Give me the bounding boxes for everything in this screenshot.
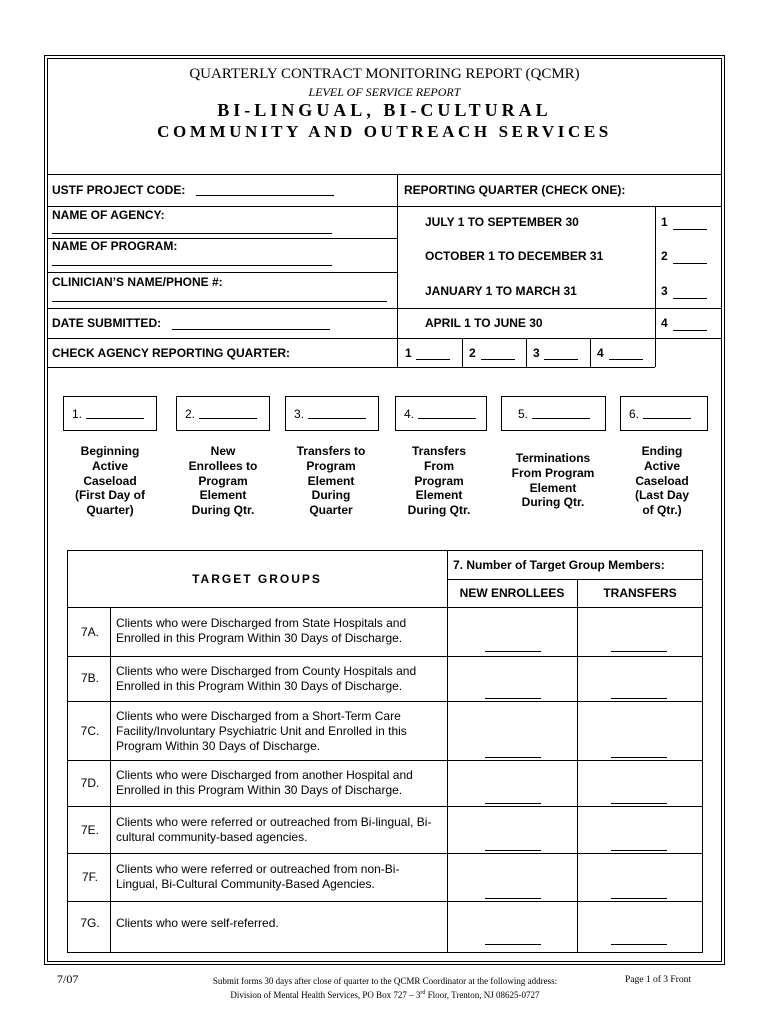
desc-line: Quarter) — [86, 503, 134, 518]
row-description: Clients who were Discharged from another Hospital and Enrolled in this Program Within 30 Days of Discharge. — [116, 768, 413, 797]
desc-line: Ending — [641, 444, 683, 458]
new-enrollees-field[interactable] — [485, 932, 541, 945]
divider — [67, 901, 703, 902]
target-group-members-header: 7. Number of Target Group Members: — [453, 558, 665, 572]
quarter-option-label: JULY 1 TO SEPTEMBER 30 — [425, 215, 579, 229]
report-title: QUARTERLY CONTRACT MONITORING REPORT (QCMR) — [189, 66, 580, 82]
quarter-option-label: OCTOBER 1 TO DECEMBER 31 — [425, 249, 604, 263]
new-enrollees-field[interactable] — [485, 838, 541, 851]
divider — [655, 206, 656, 367]
report-subtitle: LEVEL OF SERVICE REPORT — [308, 85, 461, 99]
element-number: 3. — [294, 406, 305, 421]
desc-line: Transfers — [411, 444, 467, 458]
agency-quarter-num: 1 — [405, 346, 412, 360]
desc-line: Active — [643, 458, 681, 473]
new-enrollees-field[interactable] — [485, 745, 541, 758]
divider — [67, 656, 703, 657]
desc-line: Program — [306, 458, 356, 473]
program-heading-1: BI-LINGUAL, BI-CULTURAL — [217, 100, 552, 120]
row-id: 7B. — [80, 671, 99, 685]
divider — [47, 206, 722, 207]
desc-line: (Last Day — [634, 488, 690, 503]
date-submitted-field[interactable] — [172, 316, 330, 330]
new-enrollees-field[interactable] — [485, 639, 541, 652]
desc-line: Active — [91, 458, 129, 473]
element-5-description — [503, 451, 603, 510]
element-box-3[interactable] — [285, 396, 379, 431]
divider — [67, 853, 703, 854]
element-entry-line — [86, 408, 144, 419]
desc-line: Caseload — [635, 473, 689, 488]
program-name-field[interactable] — [52, 254, 332, 266]
quarter-option-label: APRIL 1 TO JUNE 30 — [425, 316, 543, 330]
desc-line: Program — [414, 473, 464, 488]
desc-line: Element — [199, 488, 247, 503]
clinician-label: CLINICIAN’S NAME/PHONE #: — [52, 275, 223, 289]
quarter-3-checkbox[interactable] — [673, 285, 707, 299]
element-number: 2. — [185, 406, 196, 421]
form-version: 7/07 — [57, 972, 79, 986]
address-part-2: Floor, Trenton, NJ 08625-0727 — [425, 990, 540, 1000]
agency-name-field[interactable] — [52, 222, 332, 234]
element-entry-line — [199, 408, 257, 419]
target-groups-header: TARGET GROUPS — [192, 572, 322, 586]
divider — [47, 174, 722, 175]
divider — [47, 308, 722, 309]
divider — [67, 806, 703, 807]
transfers-field[interactable] — [611, 932, 667, 945]
agency-quarter-num: 4 — [597, 346, 604, 360]
desc-line: Transfers to — [296, 444, 366, 458]
desc-line: During Qtr. — [407, 503, 471, 518]
desc-line: Quarter — [309, 503, 353, 518]
transfers-header: TRANSFERS — [603, 586, 677, 600]
element-number: 1. — [72, 406, 83, 421]
element-number: 5. — [518, 406, 529, 421]
element-entry-line — [532, 408, 590, 419]
row-description: Clients who were Discharged from County Hospitals and Enrolled in this Program Within 30 Days of Discharge. — [116, 664, 417, 693]
row-id: 7D. — [80, 776, 100, 790]
divider — [577, 579, 578, 953]
desc-line: Element — [307, 473, 355, 488]
divider — [47, 367, 655, 368]
quarter-2-checkbox[interactable] — [673, 250, 707, 264]
divider — [67, 607, 703, 608]
project-code-label: USTF PROJECT CODE: — [52, 183, 186, 197]
element-box-6[interactable] — [620, 396, 708, 431]
desc-line: Enrollees to — [188, 458, 258, 473]
element-1-description — [60, 444, 160, 518]
quarter-option-label: JANUARY 1 TO MARCH 31 — [425, 284, 577, 298]
divider — [447, 550, 448, 953]
divider — [397, 174, 398, 367]
address-part-1: Division of Mental Health Services, PO Box 727 – 3 — [230, 990, 421, 1000]
divider — [67, 701, 703, 702]
submission-note-line1: Submit forms 30 days after close of quarter to the QCMR Coordinator at the following address: — [212, 976, 558, 986]
row-id: 7A. — [80, 625, 99, 639]
desc-line: Element — [415, 488, 463, 503]
new-enrollees-header: NEW ENROLLEES — [459, 586, 565, 600]
clinician-field[interactable] — [52, 290, 387, 302]
agency-quarter-2-field[interactable] — [481, 347, 515, 360]
agency-quarter-4-field[interactable] — [609, 347, 643, 360]
desc-line: of Qtr.) — [642, 503, 682, 518]
element-3-description — [281, 444, 381, 518]
quarter-option-num: 3 — [661, 284, 668, 298]
quarter-4-checkbox[interactable] — [673, 317, 707, 331]
date-submitted-label: DATE SUBMITTED: — [52, 316, 162, 330]
desc-line: From — [424, 458, 454, 473]
page-number: Page 1 of 3 Front — [625, 975, 691, 985]
desc-line: From Program — [511, 465, 595, 480]
divider — [462, 338, 463, 367]
row-id: 7C. — [80, 724, 100, 738]
program-name-label: NAME OF PROGRAM: — [52, 239, 178, 253]
transfers-field[interactable] — [611, 686, 667, 699]
agency-quarter-1-field[interactable] — [416, 347, 450, 360]
row-description: Clients who were self-referred. — [116, 916, 279, 930]
submission-note-line2 — [150, 987, 620, 1001]
divider — [67, 760, 703, 761]
desc-line: Program — [198, 473, 248, 488]
divider — [47, 338, 722, 339]
divider — [447, 579, 703, 580]
agency-quarter-num: 2 — [469, 346, 476, 360]
desc-line: Element — [529, 480, 577, 495]
transfers-field[interactable] — [611, 745, 667, 758]
agency-quarter-3-field[interactable] — [544, 347, 578, 360]
desc-line: During Qtr. — [191, 503, 255, 518]
desc-line: During Qtr. — [521, 495, 585, 510]
program-heading-2: COMMUNITY AND OUTREACH SERVICES — [157, 122, 612, 141]
check-agency-quarter-label: CHECK AGENCY REPORTING QUARTER: — [52, 346, 291, 360]
desc-line: New — [210, 444, 236, 458]
row-id: 7F. — [81, 870, 98, 884]
reporting-quarter-header: REPORTING QUARTER (CHECK ONE): — [404, 183, 626, 197]
row-id: 7E. — [80, 823, 99, 837]
row-description: Clients who were referred or outreached from Bi-lingual, Bi-cultural community-based agencies. — [116, 815, 432, 844]
quarter-option-num: 4 — [661, 316, 668, 330]
quarter-1-checkbox[interactable] — [673, 216, 707, 230]
divider — [590, 338, 591, 367]
element-box-1[interactable] — [63, 396, 157, 431]
agency-quarter-num: 3 — [533, 346, 540, 360]
project-code-field[interactable] — [196, 182, 334, 196]
transfers-field[interactable] — [611, 639, 667, 652]
transfers-field[interactable] — [611, 886, 667, 899]
element-box-2[interactable] — [176, 396, 270, 431]
desc-line: (First Day of — [74, 488, 145, 503]
element-number: 4. — [404, 406, 415, 421]
row-description: Clients who were referred or outreached from non-Bi-Lingual, Bi-Cultural Community-Based Agencies. — [116, 862, 400, 891]
transfers-field[interactable] — [611, 791, 667, 804]
desc-line: During — [311, 488, 351, 503]
row-description: Clients who were Discharged from State Hospitals and Enrolled in this Program Within 30 Days of Discharge. — [116, 616, 407, 645]
address-superscript: rd — [420, 990, 426, 996]
element-entry-line — [418, 408, 476, 419]
row-description: Clients who were Discharged from a Short-Term Care Facility/Involuntary Psychiatric Unit and Enrolled in this Program Within 30 Days of Discharge. — [116, 709, 407, 753]
element-2-description — [173, 444, 273, 518]
new-enrollees-field[interactable] — [485, 791, 541, 804]
divider — [526, 338, 527, 367]
new-enrollees-field[interactable] — [485, 886, 541, 899]
desc-line: Terminations — [515, 451, 591, 465]
element-box-4[interactable] — [395, 396, 487, 431]
new-enrollees-field[interactable] — [485, 686, 541, 699]
element-entry-line — [308, 408, 366, 419]
element-entry-line — [643, 408, 691, 419]
agency-name-label: NAME OF AGENCY: — [52, 208, 165, 222]
quarter-option-num: 2 — [661, 249, 668, 263]
element-4-description — [389, 444, 489, 518]
quarter-option-num: 1 — [661, 215, 668, 229]
desc-line: Caseload — [83, 473, 137, 488]
element-box-5[interactable] — [501, 396, 606, 431]
desc-line: Beginning — [80, 444, 140, 458]
row-id: 7G. — [80, 916, 100, 930]
divider — [47, 272, 397, 273]
element-number: 6. — [629, 406, 640, 421]
submission-note — [150, 975, 620, 1001]
transfers-field[interactable] — [611, 838, 667, 851]
element-6-description — [612, 444, 712, 518]
